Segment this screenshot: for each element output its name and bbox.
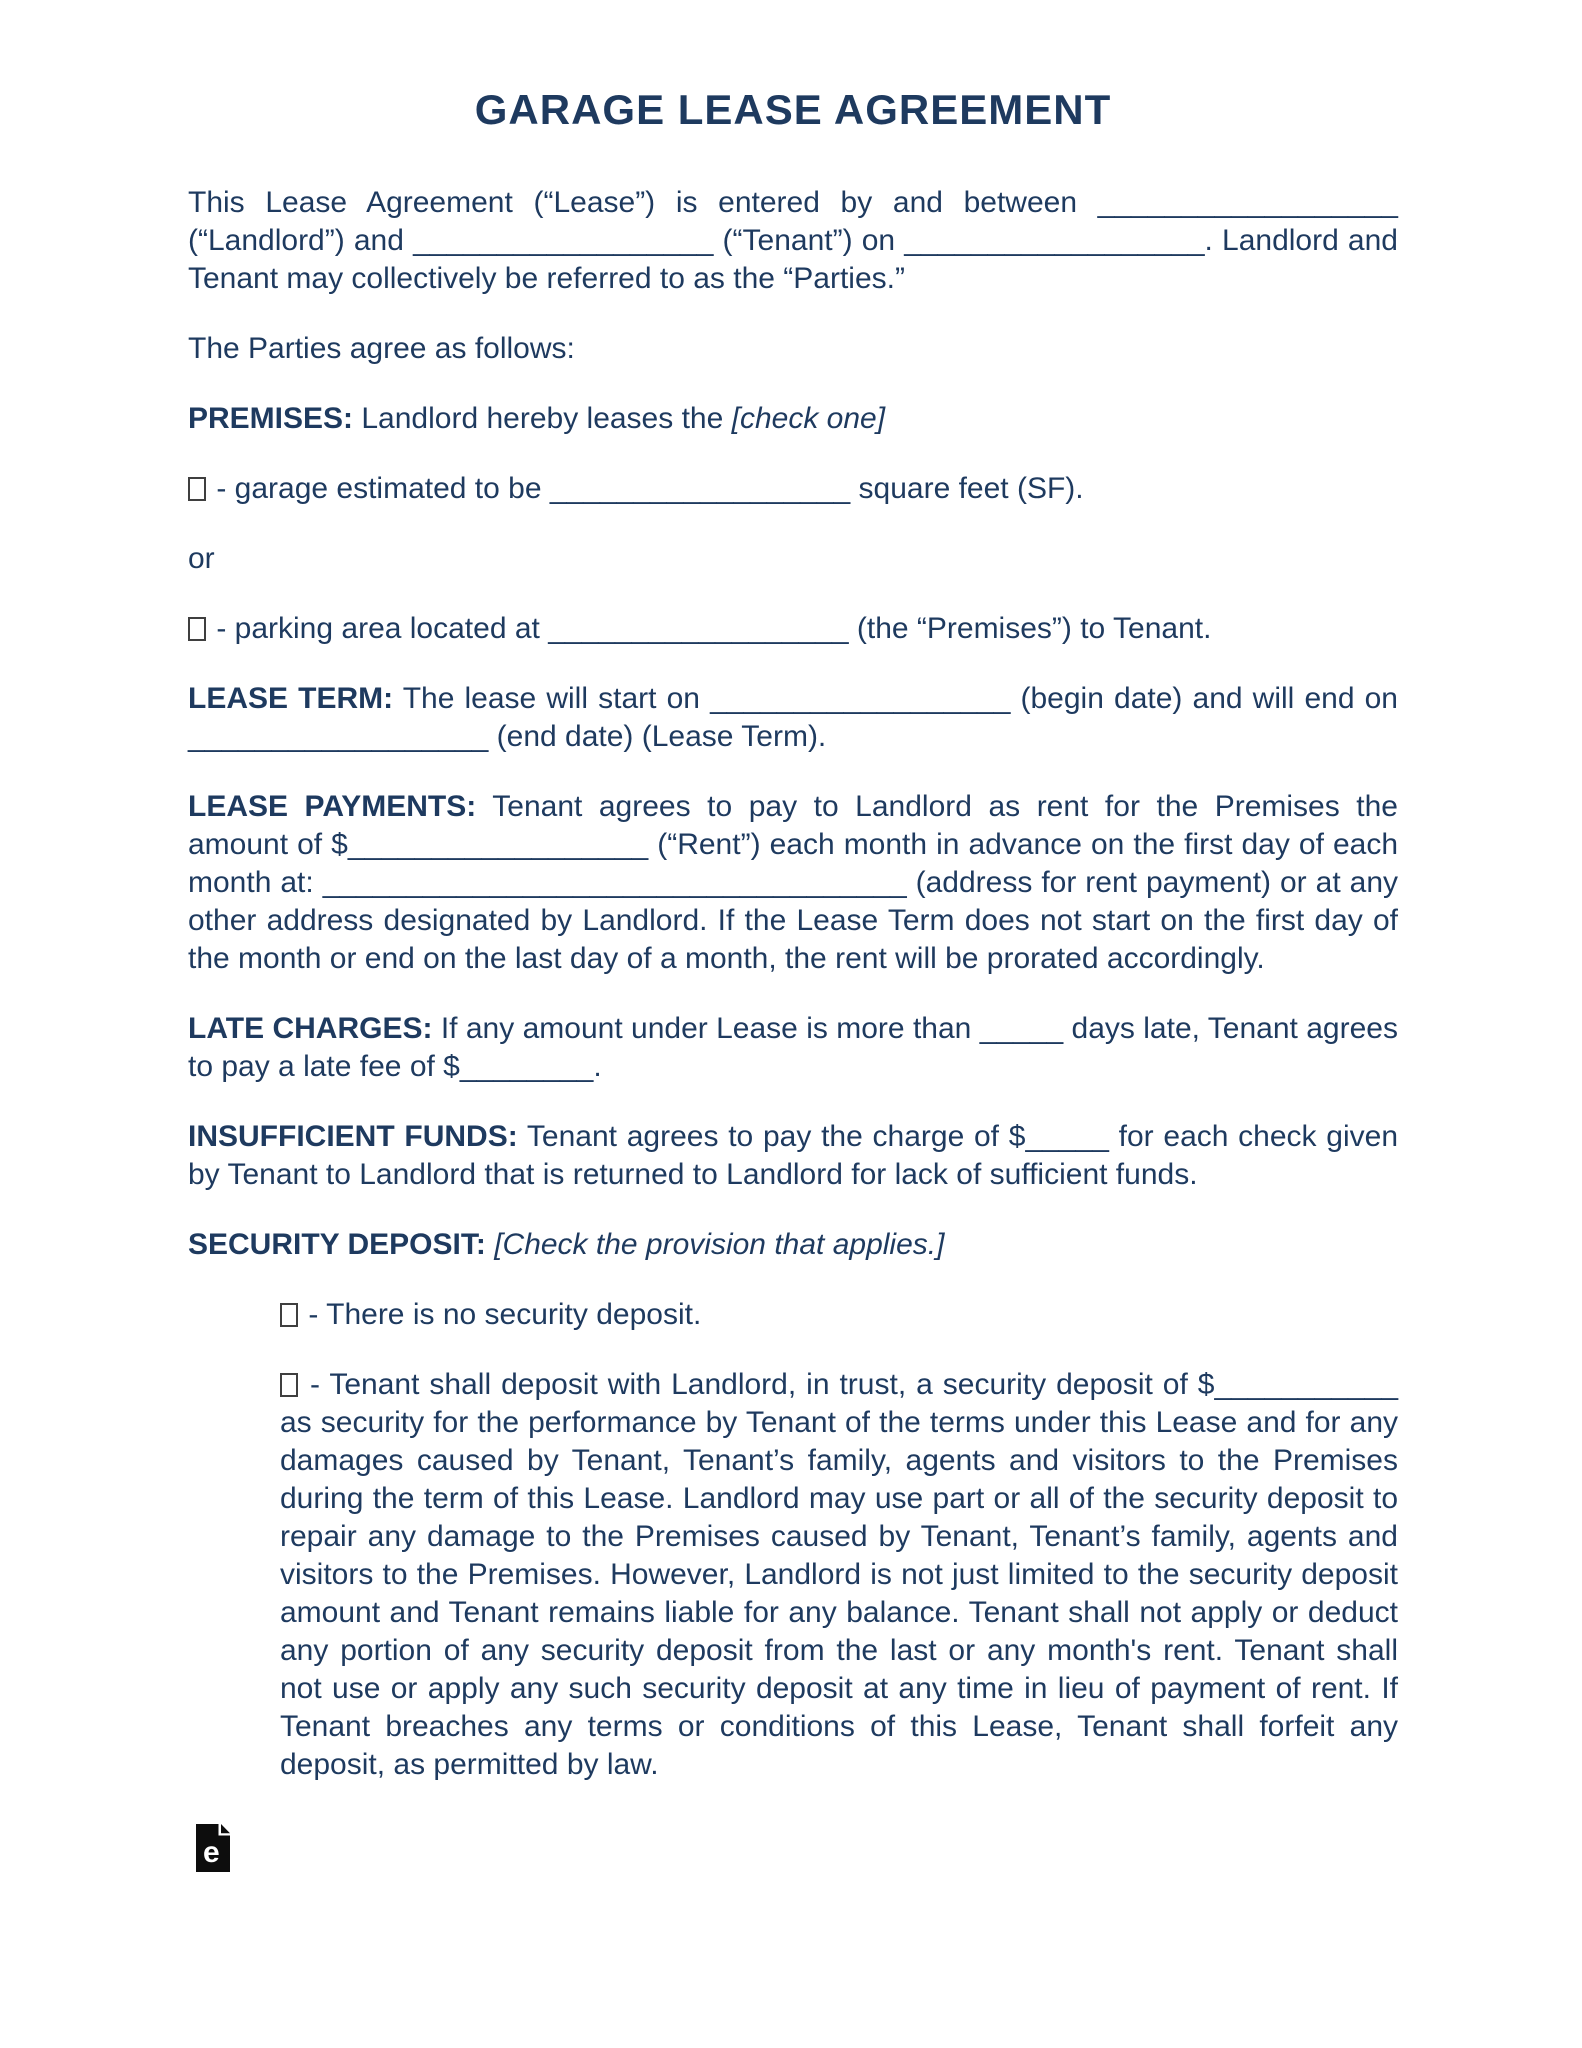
lease-term-text-2: (begin date) and will end on: [1010, 682, 1398, 715]
intro-text-lead: This Lease Agreement (“Lease”) is entered by and between: [188, 186, 1098, 219]
parking-option-line: [188, 610, 1398, 648]
security-deposit-spacer: [486, 1228, 494, 1261]
rent-payment-address-blank: ___________________________________: [322, 866, 907, 899]
lease-term-text-3: (end date) (Lease Term).: [488, 720, 827, 753]
lease-term-section: [188, 680, 1398, 756]
tenant-name-blank: __________________: [413, 224, 714, 257]
lease-payments-text-3: (address for rent payment) or at any other address designated by Landlord. If the Lease Term does not start on the first day of the month or end on the last day of a month, the rent will be prorated accordingly.: [188, 866, 1399, 975]
agreement-date-blank: __________________: [904, 224, 1205, 257]
lease-term-heading: LEASE TERM:: [188, 682, 394, 715]
late-fee-blank: ________: [459, 1050, 594, 1083]
lease-payments-section: [188, 788, 1398, 978]
parties-agree-line: [188, 330, 1398, 368]
parking-option-text: - parking area located at: [208, 612, 549, 645]
lease-payments-heading: LEASE PAYMENTS:: [188, 790, 477, 823]
returned-check-charge-blank: _____: [1025, 1120, 1109, 1153]
rent-amount-blank: __________________: [347, 828, 649, 861]
lease-term-text-1: The lease will start on: [393, 682, 711, 715]
intro-text-tail: . Landlord and Tenant may collectively be referred to as the “Parties.”: [188, 224, 1398, 295]
intro-text-on: (“Tenant”) on: [713, 224, 905, 257]
insufficient-funds-text-2: for each check given by Tenant to Landlord that is returned to Landlord for lack of sufficient funds.: [188, 1120, 1399, 1191]
logo-letter: e: [203, 1836, 220, 1869]
garage-sf-blank: __________________: [549, 472, 851, 505]
no-deposit-text: - There is no security deposit.: [300, 1298, 702, 1331]
garage-option-text: - garage estimated to be: [208, 472, 550, 505]
late-charges-text-3: .: [593, 1050, 602, 1083]
insufficient-funds-text-1: Tenant agrees to pay the charge of $: [517, 1120, 1026, 1153]
parking-location-blank: __________________: [548, 612, 849, 645]
eforms-document-icon: [196, 1824, 230, 1872]
landlord-name-blank: __________________: [1097, 186, 1398, 219]
late-days-blank: _____: [979, 1012, 1064, 1045]
parking-option-checkbox[interactable]: [188, 617, 206, 641]
intro-paragraph: [188, 184, 1398, 298]
or-line: [188, 540, 1398, 578]
no-deposit-checkbox[interactable]: [280, 1303, 298, 1327]
premises-section: [188, 400, 1398, 438]
deposit-option-text-1: - Tenant shall deposit with Landlord, in trust, a security deposit of $: [300, 1368, 1215, 1401]
insufficient-funds-heading: INSUFFICIENT FUNDS:: [188, 1120, 518, 1153]
premises-check-one-note: [check one]: [731, 402, 886, 435]
parties-agree-text: The Parties agree as follows:: [188, 332, 575, 365]
late-charges-text-1: If any amount under Lease is more than: [432, 1012, 980, 1045]
no-deposit-option-line: [280, 1296, 1398, 1334]
late-charges-section: [188, 1010, 1398, 1086]
security-deposit-heading: SECURITY DEPOSIT:: [188, 1228, 486, 1261]
deposit-option-text-2: as security for the performance by Tenant of the terms under this Lease and for any damages caused by Tenant, Tenant’s family, agents and visitors to the Premises during the term of this Lease. Landlord may use part or all of the security deposit to repair any damage to the Premises caused by Tenant, Tenant’s family, agents and visitors to the Premises. However, Landlord is not just limited to the security deposit amount and Tenant remains liable for any balance. Tenant shall not apply or deduct any portion of any security deposit from the last or any month's rent. Tenant shall not use or apply any such security deposit at any time in lieu of payment of rent. If Tenant breaches any terms or conditions of this Lease, Tenant shall forfeit any deposit, as permitted by law.: [280, 1406, 1398, 1781]
deposit-amount-blank: ___________: [1214, 1368, 1398, 1401]
lease-payments-text-2: (“Rent”) each month in advance on the first day of each month at:: [188, 828, 1399, 899]
or-text: or: [188, 542, 215, 575]
intro-text-and: (“Landlord”) and: [188, 224, 414, 257]
deposit-option-checkbox[interactable]: [280, 1373, 298, 1397]
eforms-logo: [196, 1824, 1398, 1877]
garage-option-line: [188, 470, 1398, 508]
deposit-option-paragraph: [280, 1366, 1398, 1784]
end-date-blank: __________________: [188, 720, 489, 753]
late-charges-text-2: days late, Tenant agrees to pay a late fee of $: [188, 1012, 1398, 1083]
premises-text: Landlord hereby leases the: [353, 402, 732, 435]
garage-option-suffix: square feet (SF).: [850, 472, 1084, 505]
premises-heading: PREMISES:: [188, 402, 354, 435]
security-deposit-section: [188, 1226, 1398, 1264]
begin-date-blank: __________________: [710, 682, 1011, 715]
insufficient-funds-section: [188, 1118, 1398, 1194]
late-charges-heading: LATE CHARGES:: [188, 1012, 433, 1045]
security-deposit-check-note: [Check the provision that applies.]: [494, 1228, 945, 1261]
parking-option-suffix: (the “Premises”) to Tenant.: [848, 612, 1212, 645]
document-title: GARAGE LEASE AGREEMENT: [474, 86, 1112, 133]
garage-option-checkbox[interactable]: [188, 477, 206, 501]
lease-payments-text-1: Tenant agrees to pay to Landlord as rent for the Premises the amount of $: [188, 790, 1398, 861]
